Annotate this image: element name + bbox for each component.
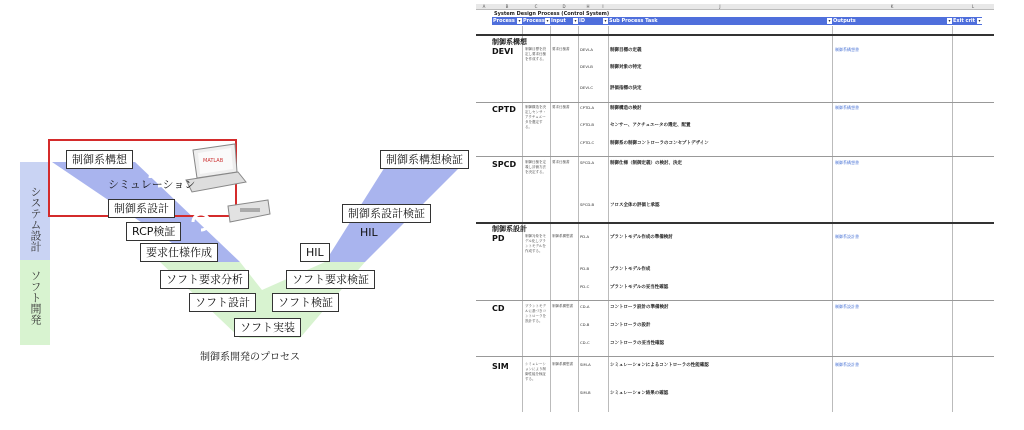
task-text: 制御対象の特定 xyxy=(610,65,642,70)
col-i[interactable]: I xyxy=(598,4,608,10)
output-link[interactable]: 制御系設計書 xyxy=(835,362,859,367)
sw-req-verify-box: ソフト要求検証 xyxy=(286,270,375,289)
task-id: CPTD-B xyxy=(580,122,595,127)
task-id: DEVI-C xyxy=(580,85,594,90)
header-process-to[interactable]: Process To ▾ xyxy=(523,18,549,32)
hil-box: HIL xyxy=(300,243,330,262)
process-desc: 制御仕様を定義し評価方法を決定する。 xyxy=(525,160,546,174)
output-link[interactable]: 制御系設計書 xyxy=(835,304,859,309)
output-link[interactable]: 制御系設計書 xyxy=(835,234,859,239)
header-exit-criteria[interactable]: Exit crit ▾ xyxy=(953,18,981,24)
sw-test-box: ソフト検証 xyxy=(272,293,339,312)
header-process[interactable]: Process ▾ xyxy=(493,18,521,24)
req-spec-box: 要求仕様作成 xyxy=(140,243,218,262)
task-text: 制御目標の定義 xyxy=(610,48,642,53)
output-link[interactable]: 制御系構想書 xyxy=(835,160,859,165)
process-input: 制御系構想書 xyxy=(552,304,573,308)
grid-line xyxy=(608,26,609,412)
grid-line xyxy=(522,26,523,412)
sw-req-analysis-box: ソフト要求分析 xyxy=(160,270,249,289)
task-text: プラントモデルの妥当性確認 xyxy=(610,285,669,290)
filter-dropdown-icon[interactable]: ▾ xyxy=(828,18,831,23)
section-divider xyxy=(476,222,994,224)
process-input: 要求仕様書 xyxy=(552,47,570,51)
process-name: CPTD xyxy=(492,105,516,114)
task-text: プラントモデル作成 xyxy=(610,267,651,272)
task-id: SPCD-B xyxy=(580,202,595,207)
task-text: シミュレーションによるコントローラの性能確認 xyxy=(610,363,709,368)
col-d[interactable]: D xyxy=(550,4,578,10)
filter-dropdown-icon[interactable]: ▾ xyxy=(604,18,607,23)
task-text: プラントモデル作成の準備検討 xyxy=(610,235,673,240)
process-input: 要求仕様書 xyxy=(552,105,570,109)
process-desc: 制御構造を決定しセンサ・アクチュエータを選定する。 xyxy=(525,105,546,129)
process-desc: 制御目標を設定し要求仕様を作成する。 xyxy=(525,47,546,61)
task-id: CPTD-C xyxy=(580,140,595,145)
task-id: DEVI-B xyxy=(580,64,593,69)
filter-dropdown-icon[interactable]: ▾ xyxy=(948,18,951,23)
row-divider xyxy=(476,356,994,357)
task-id: SIM-B xyxy=(580,390,591,395)
v-model-diagram xyxy=(0,0,480,430)
process-input: 要求仕様書 xyxy=(552,160,570,164)
task-text: 制御仕様（制御定義）の検討、決定 xyxy=(610,161,682,166)
process-desc: シミュレーションにより制御性能を検証する。 xyxy=(525,362,546,381)
hil-label: HIL xyxy=(360,226,378,239)
task-text: シミュレーション結果の確認 xyxy=(610,391,669,396)
matlab-logo: MATLAB xyxy=(203,158,224,164)
col-j[interactable]: J xyxy=(608,4,832,10)
col-a[interactable]: A xyxy=(476,4,492,10)
col-h[interactable]: H xyxy=(578,4,598,10)
task-id: SPCD-A xyxy=(580,160,595,165)
control-design-verify-box: 制御系設計検証 xyxy=(342,204,431,223)
task-id: CD-A xyxy=(580,304,590,309)
col-k[interactable]: K xyxy=(832,4,952,10)
process-desc: 制御対象をモデル化しプラントモデルを作成する。 xyxy=(525,234,546,253)
header-outputs[interactable]: Outputs ▾ xyxy=(833,18,951,24)
process-name: PD xyxy=(492,234,505,243)
header-sub-process-task[interactable]: Sub Process Task ▾ xyxy=(609,18,831,24)
software-dev-label: ソフト開発 xyxy=(29,270,42,325)
grid-line xyxy=(832,26,833,412)
process-desc: プラントモデルに基づきコントローラを設計する。 xyxy=(525,304,546,323)
filter-dropdown-icon[interactable]: ▾ xyxy=(978,18,981,23)
hardware-unit-icon xyxy=(228,200,270,222)
col-l[interactable]: L xyxy=(952,4,994,10)
filter-dropdown-icon[interactable]: ▾ xyxy=(518,18,521,23)
grid-line xyxy=(578,26,579,412)
task-id: SIM-A xyxy=(580,362,591,367)
diagram-caption: 制御系開発のプロセス xyxy=(200,352,300,363)
section-title-design: 制御系設計 xyxy=(492,225,527,233)
task-text: フロス全体の評価と承認 xyxy=(610,203,660,208)
row-divider xyxy=(476,300,994,301)
col-c[interactable]: C xyxy=(522,4,550,10)
filter-dropdown-icon[interactable]: ▾ xyxy=(546,18,549,23)
task-text: 制御系の制御コントローラのコンセプトデザイン xyxy=(610,141,709,146)
header-input[interactable]: Input ▾ xyxy=(551,18,577,24)
task-id: DEVI-A xyxy=(580,47,593,52)
sheet-title: System Design Process (Control System) xyxy=(494,11,610,17)
row-divider xyxy=(476,102,994,103)
filter-dropdown-icon[interactable]: ▾ xyxy=(574,18,577,23)
output-link[interactable]: 制御系構想書 xyxy=(835,105,859,110)
process-name: SPCD xyxy=(492,160,517,169)
process-name: SIM xyxy=(492,362,509,371)
simulation-label: シミュレーション xyxy=(108,178,196,191)
sw-impl-box: ソフト実装 xyxy=(234,318,301,337)
row-divider xyxy=(476,156,994,157)
sw-design-box: ソフト設計 xyxy=(189,293,256,312)
control-design-box: 制御系設計 xyxy=(108,199,175,218)
grid-line xyxy=(550,26,551,412)
task-id: PD-B xyxy=(580,266,590,271)
task-id: PD-C xyxy=(580,284,590,289)
task-id: PD-A xyxy=(580,234,590,239)
concept-verify-box: 制御系構想検証 xyxy=(380,150,469,169)
section-title-concept: 制御系構想 xyxy=(492,38,527,46)
system-design-label: システム設計 xyxy=(29,186,42,252)
task-id: CPTD-A xyxy=(580,105,595,110)
task-text: コントローラ設計の準備検討 xyxy=(610,305,669,310)
grid-line xyxy=(952,26,953,412)
task-text: 評価指標の決定 xyxy=(610,86,642,91)
concept-box: 制御系構想 xyxy=(66,150,133,169)
task-text: コントローラの設計 xyxy=(610,323,651,328)
process-input: 制御系構想書 xyxy=(552,362,573,366)
process-name: DEVI xyxy=(492,47,514,56)
process-name: CD xyxy=(492,304,505,313)
process-input: 制御系構想書 xyxy=(552,234,573,238)
rcp-box: RCP検証 xyxy=(126,222,181,241)
task-text: センサー、アクチュエータの選定、配置 xyxy=(610,123,691,128)
header-id[interactable]: ID ▾ xyxy=(579,18,607,24)
spreadsheet xyxy=(470,0,994,412)
section-divider xyxy=(476,34,994,36)
task-text: コントローラの妥当性確認 xyxy=(610,341,664,346)
task-id: CD-B xyxy=(580,322,590,327)
task-text: 制御構造の検討 xyxy=(610,106,642,111)
output-link[interactable]: 制御系構想書 xyxy=(835,47,859,52)
col-b[interactable]: B xyxy=(492,4,522,10)
task-id: CD-C xyxy=(580,340,590,345)
